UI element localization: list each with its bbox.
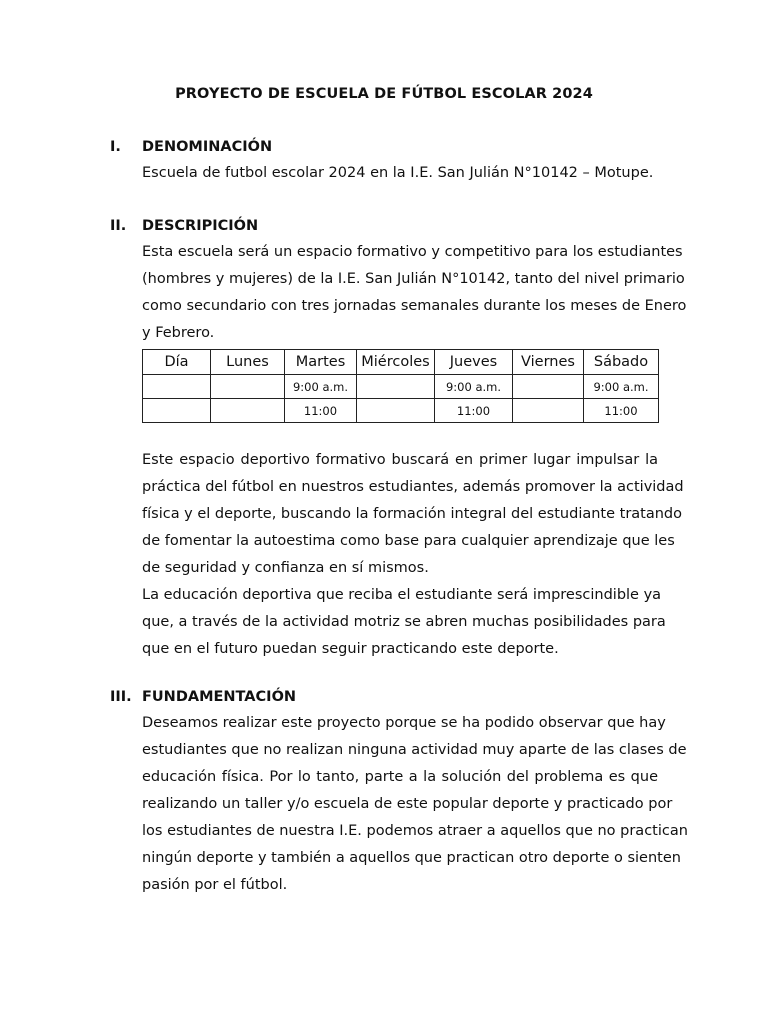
- schedule-cell: [357, 399, 435, 423]
- schedule-header-cell: Sábado: [584, 350, 659, 375]
- schedule-row: [143, 375, 659, 399]
- section-2-body-line: Este espacio deportivo formativo buscará en primer lugar impulsar la: [142, 452, 658, 468]
- section-2-intro: [142, 239, 687, 347]
- section-3-line: realizando un taller y/o escuela de este popular deporte y practicado por: [142, 796, 673, 812]
- section-2-intro-line: Esta escuela será un espacio formativo y competitivo para los estudiantes: [142, 244, 683, 260]
- schedule-header-cell: Martes: [285, 350, 357, 375]
- schedule-cell: 11:00: [285, 399, 357, 423]
- schedule-cell: 11:00: [435, 399, 513, 423]
- schedule-cell: 9:00 a.m.: [435, 375, 513, 399]
- section-3-line: pasión por el fútbol.: [142, 877, 288, 893]
- section-2-body-line: que en el futuro puedan seguir practicando este deporte.: [142, 641, 559, 657]
- schedule-header-row: [143, 350, 659, 375]
- schedule-header-cell: Miércoles: [357, 350, 435, 375]
- schedule-row: [143, 399, 659, 423]
- schedule-cell: 9:00 a.m.: [285, 375, 357, 399]
- schedule-cell: [211, 375, 285, 399]
- section-1-body: [142, 160, 658, 187]
- section-2-intro-line: y Febrero.: [142, 325, 215, 341]
- section-2-body-line: práctica del fútbol en nuestros estudiantes, además promover la actividad: [142, 479, 684, 495]
- schedule-cell: [211, 399, 285, 423]
- schedule-cell: 9:00 a.m.: [584, 375, 659, 399]
- section-2-title: DESCRIPICIÓN: [142, 218, 259, 234]
- schedule-header-cell: Lunes: [211, 350, 285, 375]
- section-3-line: ningún deporte y también a aquellos que practican otro deporte o sienten: [142, 850, 681, 866]
- schedule-header-cell: Día: [143, 350, 211, 375]
- section-3-line: Deseamos realizar este proyecto porque se ha podido observar que hay: [142, 715, 666, 731]
- section-1-title: DENOMINACIÓN: [142, 139, 273, 155]
- section-1-line: Escuela de futbol escolar 2024 en la I.E. San Julián N°10142 – Motupe.: [142, 165, 654, 181]
- schedule-cell: [143, 399, 211, 423]
- section-3-heading: [110, 689, 296, 705]
- section-2-body-line: La educación deportiva que reciba el estudiante será imprescindible ya: [142, 587, 662, 603]
- section-2-intro-line: (hombres y mujeres) de la I.E. San Julián N°10142, tanto del nivel primario: [142, 271, 685, 287]
- section-3-body: [142, 710, 688, 899]
- schedule-header-cell: Viernes: [513, 350, 584, 375]
- schedule-cell: [513, 399, 584, 423]
- schedule-cell: [513, 375, 584, 399]
- section-1-number: I.: [110, 139, 121, 155]
- section-1-heading: [110, 139, 272, 155]
- schedule-table: [142, 349, 659, 423]
- section-2-body-line: que, a través de la actividad motriz se abren muchas posibilidades para: [142, 614, 666, 630]
- section-3-line: los estudiantes de nuestra I.E. podemos atraer a aquellos que no practican: [142, 823, 688, 839]
- schedule-cell: [143, 375, 211, 399]
- section-2-intro-line: como secundario con tres jornadas semanales durante los meses de Enero: [142, 298, 687, 314]
- section-3-number: III.: [110, 689, 132, 705]
- section-3-line: educación física. Por lo tanto, parte a la solución del problema es que: [142, 769, 658, 785]
- schedule-cell: 11:00: [584, 399, 659, 423]
- section-2-number: II.: [110, 218, 127, 234]
- section-2-body: [142, 447, 684, 663]
- section-3-title: FUNDAMENTACIÓN: [142, 689, 297, 705]
- document-title: PROYECTO DE ESCUELA DE FÚTBOL ESCOLAR 2024: [175, 86, 593, 102]
- schedule-header-cell: Jueves: [435, 350, 513, 375]
- section-2-body-line: física y el deporte, buscando la formación integral del estudiante tratando: [142, 506, 683, 522]
- schedule-cell: [357, 375, 435, 399]
- section-2-body-line: de fomentar la autoestima como base para cualquier aprendizaje que les: [142, 533, 675, 549]
- section-2-heading: [110, 218, 258, 234]
- section-3-line: estudiantes que no realizan ninguna actividad muy aparte de las clases de: [142, 742, 687, 758]
- section-2-body-line: de seguridad y confianza en sí mismos.: [142, 560, 429, 576]
